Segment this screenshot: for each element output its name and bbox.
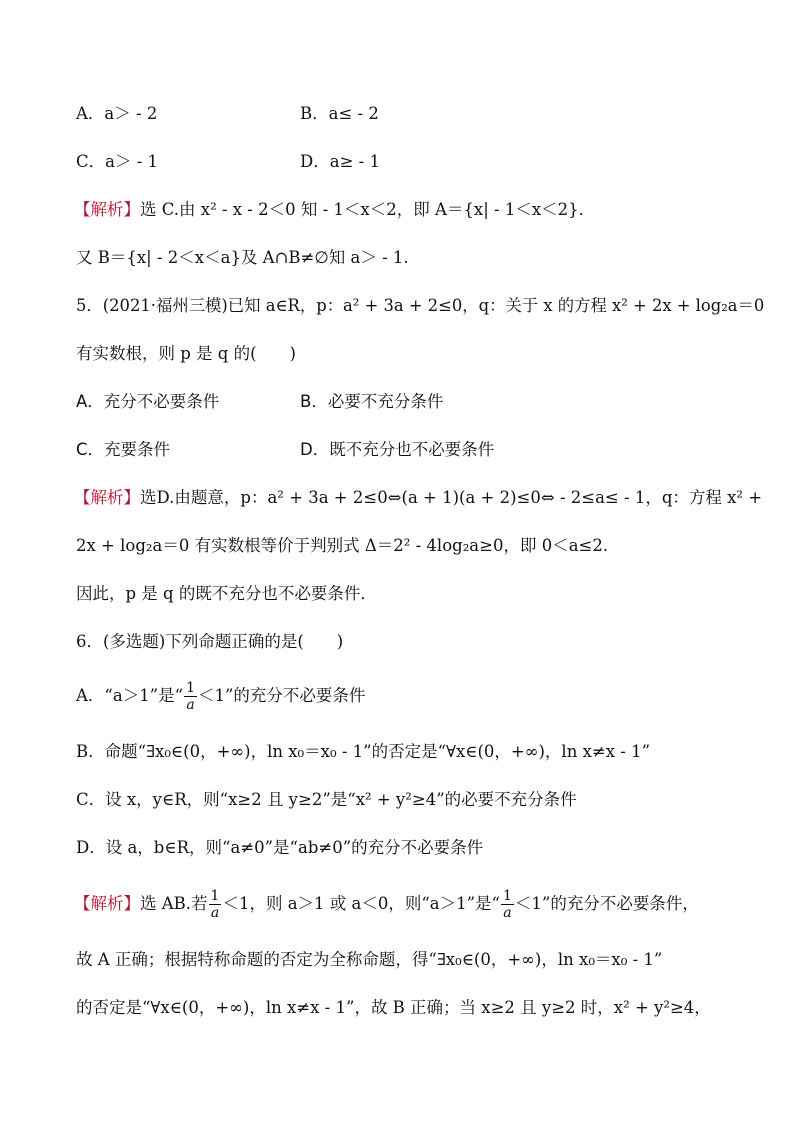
analysis-tag: 【解析】 — [74, 488, 140, 507]
option-b: B．必要不充分条件 — [300, 392, 444, 411]
analysis-line — [76, 996, 711, 1020]
option-a: A．a＞ - 2 — [76, 104, 158, 123]
fraction-numerator: 1 — [210, 888, 220, 904]
analysis-tag: 【解析】 — [74, 200, 140, 219]
analysis-line — [76, 534, 608, 558]
fraction-denominator: a — [186, 697, 195, 713]
option-d: D．既不充分也不必要条件 — [300, 440, 495, 459]
option-text: ＜1”的充分不必要条件 — [197, 686, 366, 705]
analysis-line — [74, 888, 699, 921]
analysis-line — [76, 948, 662, 972]
analysis-text: 又 B＝{x| - 2＜x＜a}及 A∩B≠∅知 a＞ - 1. — [76, 248, 409, 267]
option-b: B．a≤ - 2 — [300, 104, 379, 123]
question-text: 5．(2021·福州三模)已知 a∈R，p：a² + 3a + 2≤0，q：关于 x 的方程 x² + 2x + log₂a＝0 — [76, 296, 765, 315]
option-c: C．充要条件 — [76, 440, 171, 459]
analysis-text: 故 A 正确；根据特称命题的否定为全称命题，得“∃x₀∈(0，+∞)，ln x₀＝x₀ - 1” — [76, 950, 663, 969]
analysis-line — [74, 198, 595, 222]
option-c-line — [76, 788, 577, 812]
fraction-numerator: 1 — [503, 888, 512, 904]
analysis-line — [76, 246, 409, 270]
analysis-text: 选 AB.若 — [140, 894, 208, 913]
analysis-tag: 【解析】 — [74, 894, 140, 913]
options-line — [76, 390, 444, 414]
analysis-text: 选 C.由 x² - x - 2＜0 知 - 1＜x＜2，即 A＝{x| - 1＜x＜2}． — [140, 200, 596, 219]
option-a-line — [76, 680, 365, 713]
question-text: 6．(多选题)下列命题正确的是( ) — [76, 632, 344, 651]
options-line — [76, 438, 495, 462]
fraction — [184, 680, 197, 713]
analysis-text: 的否定是“∀x∈(0，+∞)，ln x≠x - 1”，故 B 正确；当 x≥2 且 y≥2 时，x² + y²≥4， — [76, 998, 711, 1017]
analysis-line — [74, 486, 762, 510]
analysis-text: 2x + log₂a＝0 有实数根等价于判别式 Δ＝2² - 4log₂a≥0，即 0＜a≤2. — [76, 536, 609, 555]
question-5-line — [76, 342, 296, 366]
option-text: A．“a＞1”是“ — [76, 686, 184, 705]
option-text: D．设 a，b∈R，则“a≠0”是“ab≠0”的充分不必要条件 — [76, 838, 484, 857]
question-6-line — [76, 630, 343, 654]
fraction-numerator: 1 — [186, 680, 195, 696]
fraction — [501, 888, 514, 921]
analysis-text: 选D.由题意，p：a² + 3a + 2≤0⇔(a + 1)(a + 2)≤0⇔ - 2≤a≤ - 1，q：方程 x² + — [140, 488, 763, 507]
option-b-line — [76, 740, 650, 764]
fraction-denominator: a — [210, 905, 220, 921]
question-5-line — [76, 294, 764, 318]
option-c-line — [76, 150, 380, 174]
option-d: D．a≥ - 1 — [300, 152, 380, 171]
analysis-text: ＜1，则 a＞1 或 a＜0，则“a＞1”是“ — [222, 894, 500, 913]
fraction-denominator: a — [503, 905, 512, 921]
analysis-text: 因此，p 是 q 的既不充分也不必要条件． — [76, 584, 377, 603]
analysis-text: ＜1”的充分不必要条件， — [514, 894, 699, 913]
analysis-line — [76, 582, 377, 606]
option-text: B．命题“∃x₀∈(0，+∞)，ln x₀＝x₀ - 1”的否定是“∀x∈(0，+∞)，ln x≠x - 1” — [76, 742, 651, 761]
option-a: A．充分不必要条件 — [76, 392, 220, 411]
option-d-line — [76, 836, 483, 860]
question-text: 有实数根，则 p 是 q 的( ) — [76, 344, 296, 363]
option-text: C．设 x，y∈R，则“x≥2 且 y≥2”是“x² + y²≥4”的必要不充分条件 — [76, 790, 577, 809]
option-c: C．a＞ - 1 — [76, 152, 159, 171]
fraction — [209, 888, 222, 921]
option-a-line — [76, 102, 379, 126]
